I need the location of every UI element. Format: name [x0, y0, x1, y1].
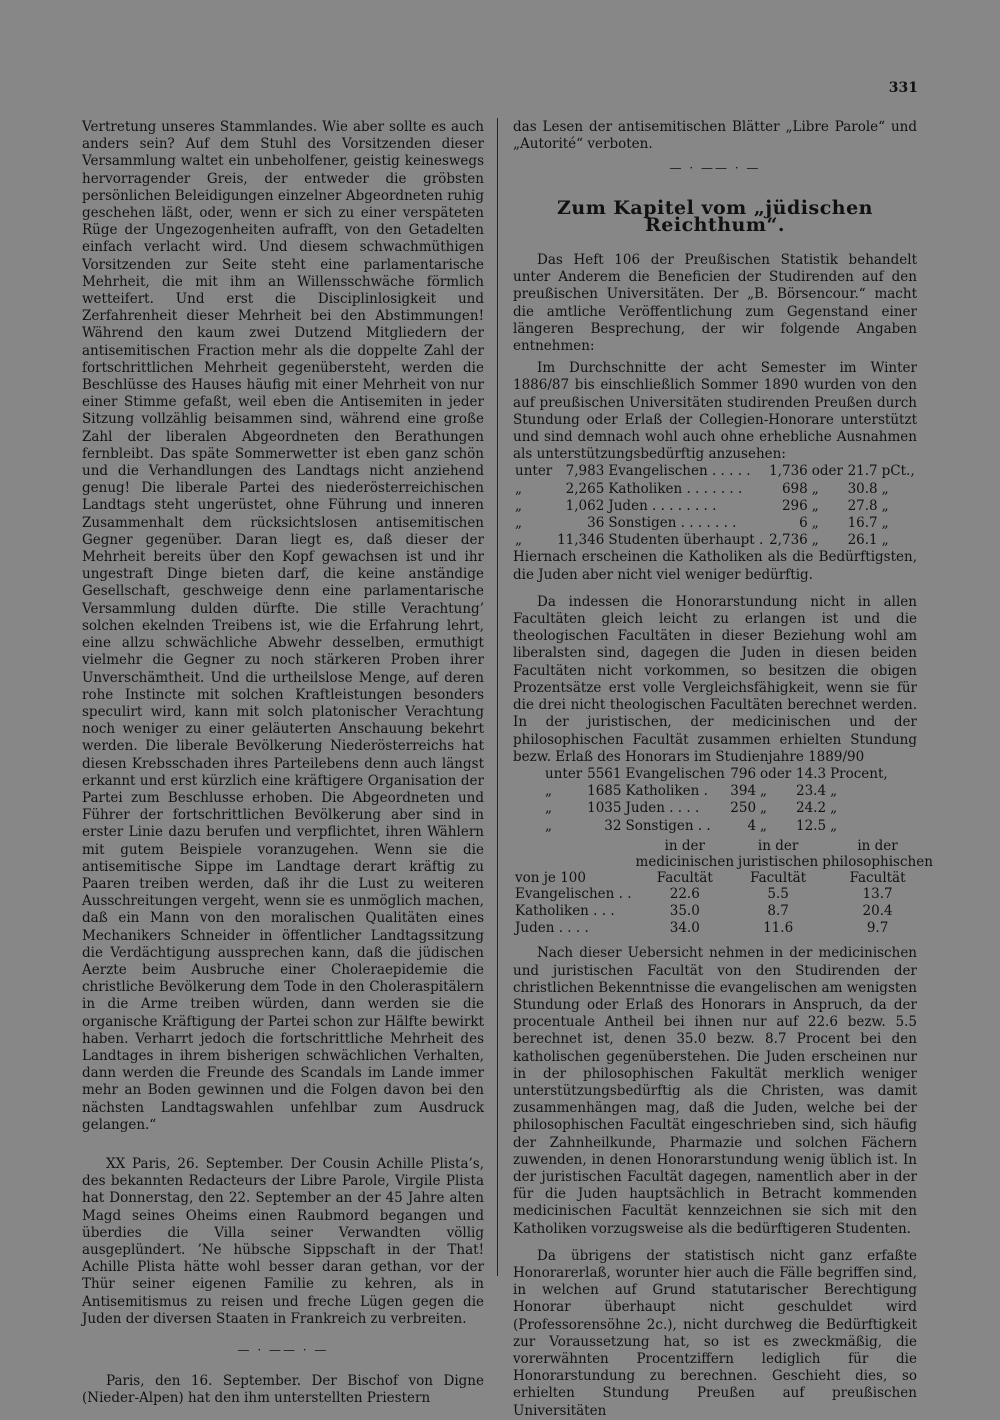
table-row [543, 766, 890, 783]
table-cell: unter [515, 463, 553, 480]
table-cell: Juden . . . . [515, 920, 589, 937]
table-cell: Katholiken . [625, 783, 708, 800]
table-row [513, 463, 917, 480]
table-cell: 16.7 [847, 515, 878, 532]
table-cell: 35.0 [669, 902, 700, 919]
section-separator: — · —— · — [237, 1343, 329, 1358]
table-cell: „ [760, 783, 768, 800]
table-cell: „ [515, 515, 522, 532]
table-cell: Juden . . . . . . . . [608, 497, 717, 514]
table-cell: 250 [730, 800, 757, 817]
article-paris-raubmord: XX Paris, 26. September. Der Cousin Achille Plista’s, des bekannten Redacteurs der Libre Parole, Virgile Plista hat Donnerstag, den 22. September an der 45 Jahre alten Magd seines Oheims einen Raubmord begangen und überdies die Villa seiner Verwandten völlig ausgeplündert. ’Ne hübsche Sippschaft in der That! Achille Plista hätte wohl besser daran gethan, vor der Thür seiner eigenen Familie zu kehren, als in Antisemitismus zu reisen und freche Lügen gegen die Juden der diversen Staaten in Frankreich zu verbreiten. [82, 1155, 484, 1327]
article-paragraph: Nach dieser Uebersicht nehmen in der medicinischen und juristischen Facultät von den Studirenden der christlichen Bekenntnisse die evangelischen am wenigsten Stundung oder Erlaß des Honorars in Anspruch, da der procentuale Antheil bei ihnen nur auf 22.6 bezw. 5.5 berechnet ist, denen 35.0 bezw. 8.7 Procent bei den katholischen gegenüberstehen. Die Juden erscheinen nur in der philosophischen Fakultät merklich weniger unterstützungsbedürftig als die Christen, was damit zusammenhängen mag, daß die Juden, welche bei der philosophischen Facultät eingeschrieben sind, sich häufig der Zahnheilkunde, Pharmazie und solchen Fächern zuwenden, in denen Honorarstundung wenig üblich ist. In der juristischen Facultät dagegen, namentlich aber in der für die Juden hauptsächlich in Betracht kommenden medicinischen Facultät kennzeichnen sie sich mit den Katholiken vorzugsweise als die bedürftigeren Studenten. [513, 945, 917, 1237]
table-cell: „ [515, 532, 522, 549]
table-cell: 1685 [587, 783, 622, 800]
table-cell: 1,736 [769, 463, 808, 480]
article-text-landtag: Vertretung unseres Stammlandes. Wie aber sollte es auch anders sein? Auf dem Stuhl des Vorsitzenden dieser Versammlung waltet ein unbeholfener, geistig keineswegs hervorragender Greis, der entweder die gröbsten persönlichen Beleidigungen einzelner Abgeordneten ruhig geschehen läßt, oder, wenn er sich zu einer verspäteten Rüge der Ungezogenheiten aufrafft, von den Getadelten einfach verlacht wird. Und diesem schwachmüthigen Vorsitzenden zur Seite steht eine parlamentarische Mehrheit, die mit ihm an Willensschwäche förmlich wetteifert. Und erst die Disciplinlosigkeit und Zerfahrenheit dieser Mehrheit bei den Abstimmungen! Während den kaum zwei Dutzend Mitgliedern der antisemitischen Fraction mehr als die doppelte Zahl der fortschrittlichen Mehrheit gegenübersteht, werden die Beschlüsse des Hauses häufig mit einer Mehrheit von nur einer Stimme gefaßt, weil eben die Antisemiten in jeder Sitzung vollzählig beisammen sind, während eine große Zahl der liberalen Abgeordneten den Berathungen fernbleibt. Das späte Sommerwetter ist eben ganz schön und die Verhandlungen des Landtags nicht anziehend genug! Die liberale Partei des niederösterreichischen Landtags steht ungerüstet, ohne Führung und inneren Zusammenhalt dem rücksichtslosen antisemitischen Gegner gegenüber. Daran liegt es, daß dieser der Mehrheit bereits über den Kopf gewachsen ist und ihr ungestraft Dinge bieten darf, die keine anständige Gesellschaft, geschweige denn eine parlamentarische Versammlung dulden dürfte. Die stille Verachtung’ solchen ekelnden Treibens ist, wie die Erfahrung lehrt, eine allzu schwächliche Abwehr desselben, ermuthigt vielmehr die Gegner zu noch stärkeren Proben ihrer Unverschämtheit. Und die urtheilslose Menge, auf deren rohe Instincte mit solchen Kraftleistungen besonders speculirt wird, kann mit solch platonischer Verachtung noch weniger zu einer geläuterten Anschauung bekehrt werden. Die liberale Bevölkerung Niederösterreichs hat diesen Krebsschaden ihres Parteilebens denn auch längst erkannt und erst kürzlich eine kräftigere Organisation der Partei zum Beschlusse erhoben. Die Abgeordneten und Führer der fortschrittlichen Bevölkerung aber sind in erster Linie dazu berufen und verpflichtet, ihren Wählern mit gutem Beispiele voranzugehen. Wenn sie die antisemitische Sippe im Landtage derart kräftig zu Paaren treiben werden, daß ihr die Lust zu weiteren Ausschreitungen vergeht, wenn sie es unmöglich machen, daß ein Mann von den moralischen Qualitäten eines Mechanikers Schneider in öffentlicher Landtagssitzung die Verdächtigung aussprechen kann, daß die jüdischen Aerzte beim Ausbruche einer Choleraepidemie die christliche Bevölkerung dem Tode in den Choleraspitälern in die Arme treiben würden, dann werden sie die organische Kräftigung der Partei schon zur Hälfte bewirkt haben. Verharrt jedoch die fortschrittliche Mehrheit des Landtages in ihrem bisherigen schwächlichen Verhalten, dann werden die Freunde des Scandals im Lande immer mehr an Boden gewinnen und die Folgen davon bei den nächsten Landtagswahlen unfehlbar zum Ausdruck gelangen.“ [82, 119, 484, 1133]
table-cell: „ [830, 783, 838, 800]
table-cell: 2,736 [769, 532, 808, 549]
table-cell: 26.1 [847, 532, 878, 549]
table-cell: Evangelischen . . . . . [608, 463, 751, 480]
table-cell: „ [830, 800, 838, 817]
table-cell: Katholiken . . . [515, 902, 615, 919]
left-column [82, 119, 484, 1408]
table-cell: 796 [730, 765, 757, 782]
table-cell: 27.8 [847, 497, 878, 514]
table-cell: „ [811, 515, 819, 532]
table-cell: pCt., [881, 463, 915, 480]
table-cell: 296 [781, 497, 808, 514]
table-cell: 6 [799, 515, 808, 532]
article-paragraph: Hiernach erscheinen die Katholiken als die Bedürftigsten, die Juden aber nicht viel weniger bedürftig. [513, 549, 917, 583]
table-cell: „ [760, 817, 768, 834]
table-cell: Sonstigen . . . . . . . [608, 515, 737, 532]
table-cell: „ [545, 800, 552, 817]
stats-table-1 [513, 463, 917, 549]
table-cell: 698 [781, 480, 808, 497]
table-cell: 12.5 [796, 817, 827, 834]
table-cell: 4 [747, 817, 757, 834]
table-cell: Sonstigen . . [625, 817, 711, 834]
table-cell: „ [515, 497, 522, 514]
table-cell: „ [760, 800, 768, 817]
table-row [543, 818, 890, 835]
table-row [513, 920, 935, 937]
right-column [513, 119, 933, 1420]
table-cell: 5561 [587, 765, 622, 782]
table-cell: 1,062 [565, 497, 605, 514]
table-cell: Katholiken . . . . . . . [608, 480, 743, 497]
article-intro: Das Heft 106 der Preußischen Statistik behandelt unter Anderem die Beneficien der Studirenden auf den preußischen Universitäten. Der „B. Börsencour.“ macht die amtliche Veröffentlichung zum Gegenstand einer längeren Besprechung, der wir folgende Angaben entnehmen: [513, 252, 917, 355]
table-cell: oder [811, 463, 843, 480]
table-cell: „ [545, 817, 552, 834]
table-header-cell: von je 100 [515, 869, 586, 886]
table-cell: 1035 [587, 800, 622, 817]
table-cell: 11,346 [557, 532, 605, 549]
table-cell: 36 [587, 515, 605, 532]
table-cell: 20.4 [862, 902, 893, 919]
table-cell: „ [515, 480, 522, 497]
table-header-cell: in der medicinischen Facultät [635, 837, 735, 886]
table-row [513, 532, 917, 549]
table-row [513, 515, 917, 532]
table-cell: 11.6 [763, 920, 794, 937]
article-heading: Zum Kapitel vom „jüdischen Reichthum“. [557, 196, 873, 236]
table-cell: 8.7 [767, 902, 789, 919]
article-continuation: das Lesen der antisemitischen Blätter „Libre Parole“ und „Autorité“ verboten. [513, 119, 917, 153]
table-cell: 394 [730, 783, 757, 800]
table-cell: 30.8 [847, 480, 878, 497]
table-row [513, 498, 917, 515]
table-cell: 23.4 [796, 783, 827, 800]
table-cell: Juden . . . . [625, 800, 700, 817]
table-row [513, 903, 935, 920]
table-cell: 22.6 [669, 885, 700, 902]
table-cell: „ [881, 532, 889, 549]
table-cell: „ [811, 480, 819, 497]
table-cell: 13.7 [862, 885, 893, 902]
table-row [543, 783, 890, 800]
table-cell: „ [811, 497, 819, 514]
table-header-cell: in der philosophischen Facultät [822, 837, 933, 886]
table-cell: „ [830, 817, 838, 834]
table-cell: 5.5 [767, 885, 789, 902]
stats-table-2 [543, 766, 890, 835]
table-row [543, 800, 890, 817]
faculty-table [513, 838, 935, 938]
table-cell: 14.3 [796, 765, 827, 782]
table-cell: Evangelischen . . [515, 885, 632, 902]
table-cell: 9.7 [866, 920, 889, 937]
table-cell: 2,265 [565, 480, 605, 497]
article-paragraph: Im Durchschnitte der acht Semester im Winter 1886/87 bis einschließlich Sommer 1890 wurden von den auf preußischen Universitäten studirenden Preußen durch Stundung oder Erlaß der Collegien-Honorare unterstützt und sind demnach wohl auch ohne erhebliche Ausnahmen als unterstützungsbedürftig anzusehen: [513, 360, 917, 463]
table-cell: „ [811, 532, 819, 549]
table-cell: oder [760, 765, 792, 782]
table-header-row [513, 838, 935, 886]
table-cell: „ [881, 497, 889, 514]
page-number: 331 [888, 80, 918, 96]
article-paragraph: Da übrigens der statistisch nicht ganz erfaßte Honorarerlaß, worunter hier auch die Fälle begriffen sind, in welchen auf Grund statutarischer Berechtigung Honorar überhaupt nicht geschuldet wird (Professorensöhne 2c.), nicht durchweg die Bedürftigkeit zur Voraussetzung hat, so ist es zweckmäßig, die vorerwähnten Procentziffern lediglich für die Honorarstundung zu berechnen. Geschieht dies, so erhielten Stundung Preußen auf preußischen Universitäten [513, 1247, 917, 1419]
table-row [513, 886, 935, 903]
table-cell: 24.2 [796, 800, 827, 817]
table-cell: „ [881, 480, 889, 497]
table-cell: „ [881, 515, 889, 532]
table-cell: 34.0 [669, 920, 700, 937]
table-cell: unter [545, 765, 583, 782]
table-cell: 32 [604, 817, 622, 834]
table-cell: Procent, [830, 765, 888, 782]
table-header-cell: in der juristischen Facultät [738, 837, 819, 886]
table-cell: Studenten überhaupt . [608, 532, 764, 549]
article-paragraph: Da indessen die Honorarstundung nicht in allen Facultäten gleich leicht zu erlangen ist und die theologischen Facultäten in dieser Beziehung wohl am liberalsten sind, dagegen die Juden in diesen beiden Facultäten nicht vorkommen, so besitzen die obigen Prozentsätze erst volle Vergleichsfähigkeit, wenn sie für die drei nicht theologischen Facultäten berechnet werden. In der juristischen, der medicinischen und der philosophischen Facultät zusammen erhielten Stundung bezw. Erlaß des Honorars im Studienjahre 1889/90 [513, 593, 917, 765]
table-cell: 21.7 [847, 463, 878, 480]
table-row [513, 481, 917, 498]
table-cell: Evangelischen [625, 765, 725, 782]
table-cell: 7,983 [565, 463, 605, 480]
section-separator: — · —— · — [669, 161, 761, 176]
table-cell: „ [545, 783, 552, 800]
article-paris-bischof: Paris, den 16. September. Der Bischof von Digne (Nieder-Alpen) hat den ihm unterstellten Priestern [82, 1373, 484, 1407]
column-divider [497, 118, 498, 1276]
